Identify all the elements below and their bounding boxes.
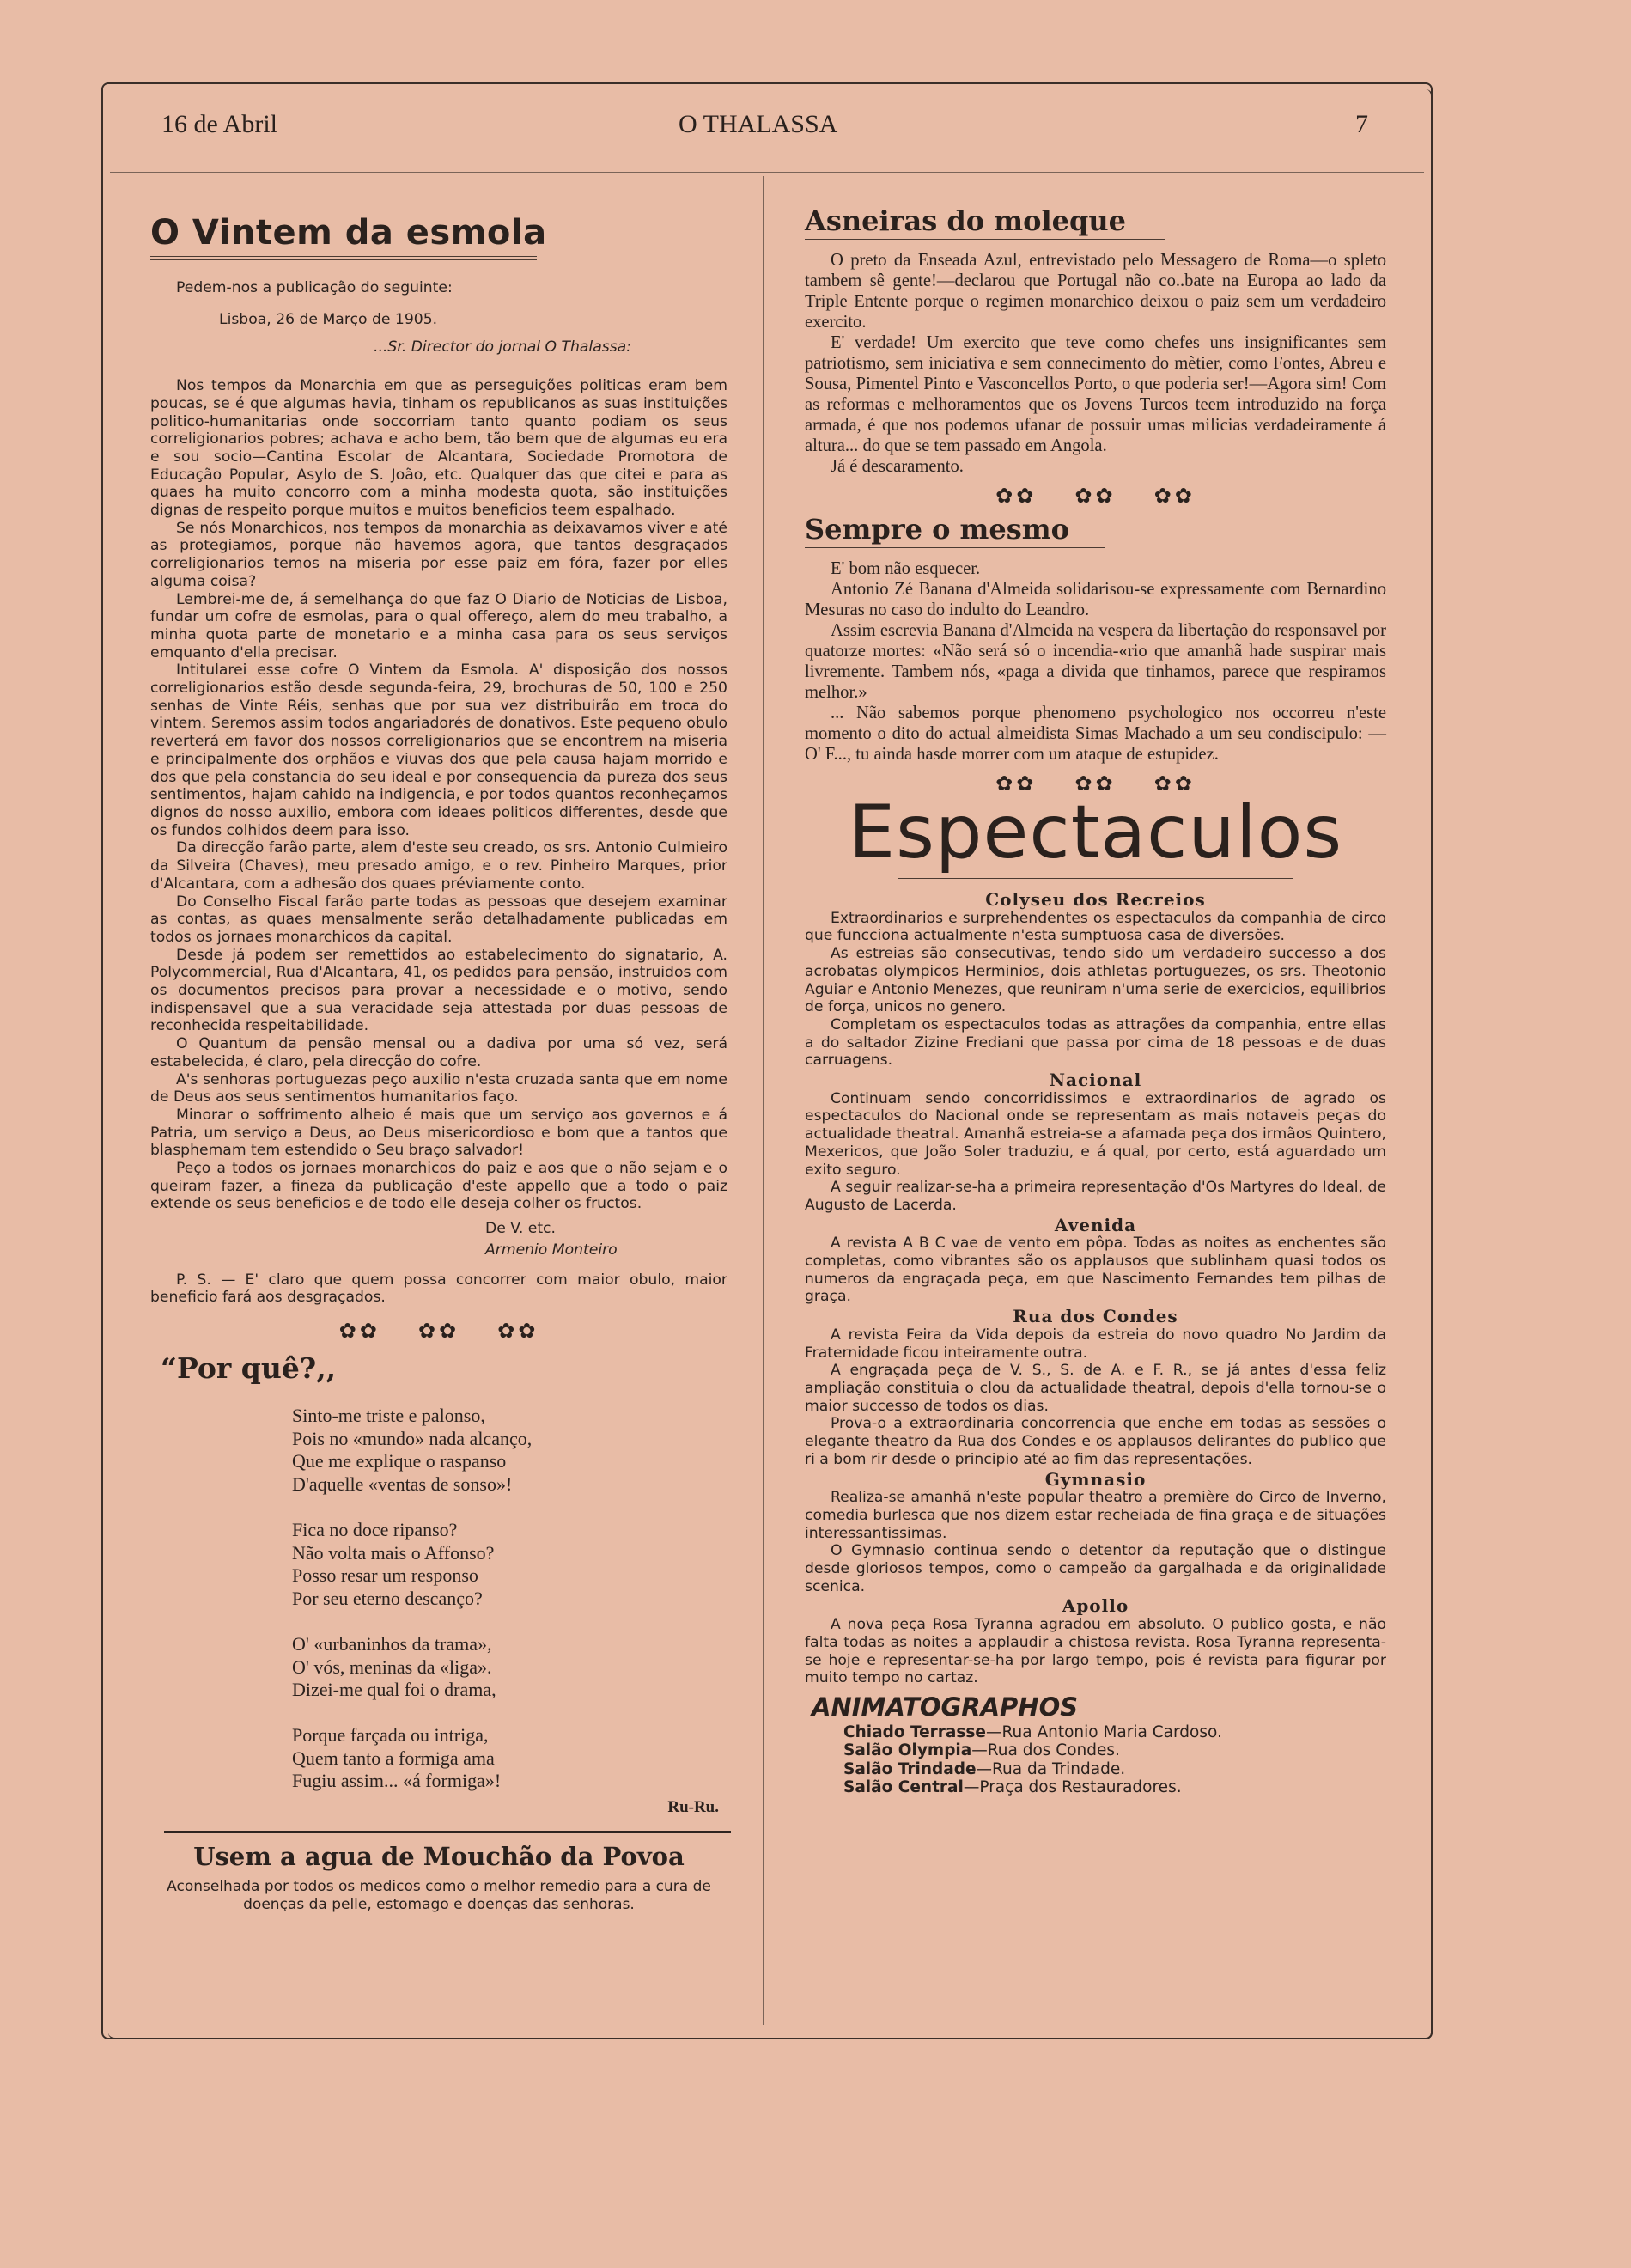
article-intro: Pedem-nos a publicação do seguinte:	[176, 279, 453, 296]
cinema-item	[843, 1778, 1386, 1797]
letter-date: Lisboa, 26 de Março de 1905.	[219, 310, 438, 328]
header-date: 16 de Abril	[161, 110, 277, 138]
verse-line: D'aquelle «ventas de sonso»!	[292, 1472, 513, 1495]
article-sempre	[805, 513, 1386, 765]
verse-line: Quem tanto a formiga ama	[292, 1747, 495, 1769]
theatre-name: Apollo	[1062, 1595, 1129, 1617]
verse-line: Sinto-me triste e palonso,	[292, 1404, 485, 1426]
ad-rule	[164, 1831, 731, 1833]
letter-signature: Armenio Monteiro	[485, 1241, 618, 1259]
theatre-apollo	[805, 1597, 1386, 1687]
article-body	[805, 250, 1386, 477]
stanza	[292, 1633, 727, 1702]
theatre-colyseu	[805, 891, 1386, 1070]
stanza	[292, 1519, 727, 1610]
paragraph: Já é descaramento.	[831, 457, 964, 476]
theatre-name: Colyseu dos Recreios	[985, 889, 1206, 910]
paragraph: Minorar o soffrimento alheio é mais que um serviço aos governos e á Patria, um serviço a Deus, ao Deus misericordioso e bom que a tantos que blasphemam tem estendido o Seu braço salvador!	[150, 1106, 727, 1160]
poem-author: Ru-Ru.	[667, 1798, 719, 1817]
paragraph: Desde já podem ser remettidos ao estabelecimento do signatario, A. Polycommercial, Rua d'Alcantara, 41, os pedidos para pensão, instruidos com os documentos precisos para provar a necessidade e o motivo, sendo indispensavel que a sua veracidade seja attestada por duas pessoas de reconhecida respeitabilidade.	[150, 946, 727, 1035]
cinema-address: —Praça dos Restauradores.	[963, 1778, 1182, 1797]
paragraph: Prova-o a extraordinaria concorrencia que enche em todas as sessões o elegante theatro da Rua dos Condes e os applausos delirantes do publico que ri a bom rir desde o principio até ao fim das representações.	[805, 1415, 1386, 1468]
left-column	[150, 206, 727, 1914]
article-title: O Vintem da esmola	[150, 213, 547, 253]
header-rule	[110, 172, 1424, 173]
verse-line: Posso resar um responso	[292, 1564, 478, 1587]
verse-line: Dizei-me qual foi o drama,	[292, 1679, 496, 1701]
theatre-avenida	[805, 1216, 1386, 1307]
paragraph: Peço a todos os jornaes monarchicos do paiz e aos que o não sejam e o queiram fazer, a fineza da publicação d'este appello que a todo o paiz extende os seus beneficios e de todo elle deseja colher os fructos.	[150, 1160, 727, 1213]
theatre-gymnasio	[805, 1468, 1386, 1596]
animatographos	[805, 1692, 1386, 1797]
article-vintem	[150, 213, 727, 1307]
paragraph: Realiza-se amanhã n'este popular theatro a première do Circo de Inverno, comedia burlesca que nos dizem estar recheiada de fina graça e de situações interessantissimas.	[805, 1489, 1386, 1542]
theatre-name: Nacional	[1049, 1070, 1142, 1091]
paragraph: A engraçada peça de V. S., S. de A. e F. R., se já antes d'essa feliz ampliação constituia o clou da actualidade theatral, depois d'ella tornou-se o maior successo de todos os dias.	[805, 1362, 1386, 1415]
ornament-divider	[805, 484, 1386, 508]
title-rule	[805, 239, 1165, 240]
title-rule	[898, 878, 1293, 879]
cinema-address: —Rua dos Condes.	[971, 1741, 1120, 1760]
paragraph: A's senhoras portuguezas peço auxilio n'esta cruzada santa que em nome de Deus aos seus sentimentos humanitarios faço.	[150, 1070, 727, 1107]
paragraph: Nos tempos da Monarchia em que as perseguições politicas eram bem poucas, se é que algumas havia, tinham os republicanos as suas instituições politico-humanitarias onde soccorriam tanto quanto podiam os seus correligionarios pobres; achava e acho bem, tão bem que de algumas eu era e sou socio—Cantina Escolar de Alcantara, Sociedade Promotora de Educação Popular, Asylo de S. João, etc. Qualquer das que citei e para as quaes ha muito concorro com a minha modesta quota, são instituições dignas de respeito porque muitos e muitos beneficios teem espalhado.	[150, 377, 727, 520]
verse-line: Que me explique o raspanso	[292, 1450, 507, 1472]
ornament-icon: ✿✿	[497, 1318, 539, 1343]
article-asneiras	[805, 204, 1386, 477]
verse-line: Fica no doce ripanso?	[292, 1518, 458, 1540]
cinema-name: Chiado Terrasse	[843, 1722, 986, 1741]
paragraph: A revista Feira da Vida depois da estreia do novo quadro No Jardim da Fraternidade ficou inteiramente outra.	[805, 1326, 1386, 1362]
letter-body	[150, 377, 727, 1213]
paragraph: O Gymnasio continua sendo o detentor da reputação que o distingue desde gloriosos tempos, como o campeão da gargalhada e da originalidade scenica.	[805, 1542, 1386, 1595]
paragraph: Se nós Monarchicos, nos tempos da monarchia as deixavamos viver e até as protegiamos, porque não havemos agora, que tantos desgraçados correligionarios temos na miseria por esse paiz em fóra, fazer por elles alguma coisa?	[150, 519, 727, 590]
paragraph: Antonio Zé Banana d'Almeida solidarisou-se expressamente com Bernardino Mesuras no caso do indulto do Leandro.	[805, 580, 1386, 619]
theatre-rua-dos-condes	[805, 1308, 1386, 1468]
cinema-name: Salão Trindade	[843, 1759, 977, 1778]
cinema-item	[843, 1760, 1386, 1779]
article-title: Sempre o mesmo	[805, 513, 1069, 546]
cinema-address: —Rua Antonio Maria Cardoso.	[985, 1722, 1222, 1741]
paragraph: As estreias são consecutivas, tendo sido um verdadeiro successo a dos acrobatas olympicos Herminios, dois athletas portuguezes, os srs. Theotonio Aguiar e Antonio Menezes, que reuniram n'uma serie de exercicios, equilibrios de força, unicos no genero.	[805, 945, 1386, 1016]
ornament-divider	[150, 1319, 727, 1343]
verse-line: Fugiu assim... «á formiga»!	[292, 1770, 502, 1792]
paragraph: O Quantum da pensão mensal ou a dadiva por uma só vez, será estabelecida, é claro, pela direcção do cofre.	[150, 1035, 727, 1070]
poem-porque	[150, 1351, 727, 1817]
section-title: Espectaculos	[848, 790, 1343, 875]
verse-line: Por seu eterno descanço?	[292, 1587, 483, 1609]
paragraph: Intitularei esse cofre O Vintem da Esmola. A' disposição dos nossos correligionarios estão desde segunda-feira, 29, brochuras de 50, 100 e 250 senhas de Vinte Réis, senhas que por sua vez distribuirão em troca do vintem. Seremos assim todos angariadorés de donativos. Este pequeno obulo reverterá em favor dos nossos correligionarios que se encontrem na miseria e principalmente dos orphãos e viuvas dos que pela causa hajam morrido e dos que pela constancia do seu ideal e por consequencia da pureza dos seus sentimentos, hajam cahido na indigencia, e por todos quantos reconheçamos dignos do nosso auxilio, embora com ideaes politicos differentes, desde que os fundos colhidos deem para isso.	[150, 662, 727, 839]
article-title: Asneiras do moleque	[805, 204, 1126, 237]
poem-body	[292, 1405, 727, 1793]
article-body	[805, 558, 1386, 765]
cinema-item	[843, 1741, 1386, 1760]
verse-line: Porque farçada ou intriga,	[292, 1724, 489, 1747]
ornament-icon: ✿✿	[417, 1318, 460, 1343]
cinema-name: Salão Central	[843, 1778, 964, 1797]
paragraph: Extraordinarios e surprehendentes os espectaculos da companhia de circo que funcciona actualmente n'esta sumptuosa casa de diversões.	[805, 909, 1386, 945]
section-espectaculos	[805, 790, 1386, 1797]
paragraph: Da direcção farão parte, alem d'este seu creado, os srs. Antonio Culmieiro da Silveira (Chaves), meu presado amigo, e o rev. Pinheiro Marques, prior d'Alcantara, com a adhesão dos quaes préviamente conto.	[150, 839, 727, 893]
ornament-icon: ✿✿	[338, 1318, 380, 1343]
ornament-icon: ✿✿	[995, 484, 1038, 508]
verse-line: O' vós, meninas da «liga».	[292, 1655, 492, 1678]
cinema-item	[843, 1723, 1386, 1742]
stanza	[292, 1724, 727, 1793]
verse-line: Não volta mais o Affonso?	[292, 1541, 495, 1564]
ad-title: Usem a agua de Mouchão da Povoa	[193, 1842, 685, 1872]
verse-line: Pois no «mundo» nada alcanço,	[292, 1427, 533, 1449]
letter-salute: ...Sr. Director do jornal O Thalassa:	[374, 338, 631, 357]
title-rule	[150, 256, 537, 257]
paragraph: Completam os espectaculos todas as attrações da companhia, entre ellas a do saltador Zizine Frediani que passa por cima de 18 pessoas e de duas carruagens.	[805, 1015, 1386, 1070]
animatographos-title: ANIMATOGRAPHOS	[812, 1692, 1079, 1722]
letter-postscript: P. S. — E' claro que quem possa concorrer com maior obulo, maior beneficio fará aos desgraçados.	[150, 1271, 727, 1307]
paragraph: O preto da Enseada Azul, entrevistado pelo Messagero de Roma—o spleto tambem sê gente!—declarou que Portugal não co..bate na Europa ao lado da Triple Entente porque o regimen monarchico deixou o paiz sem um verdadeiro exercito.	[805, 251, 1386, 332]
ornament-icon: ✿✿	[1153, 484, 1196, 508]
paragraph: A seguir realizar-se-ha a primeira representação d'Os Martyres do Ideal, de Augusto de Lacerda.	[805, 1179, 1386, 1214]
paragraph: E' verdade! Um exercito que teve como chefes uns insignificantes sem patriotismo, sem iniciativa e sem connecimento do mètier, como Fontes, Abreu e Sousa, Pimentel Pinto e Vasconcellos Porto, o que poderia ser!—Agora sim! Com as reformas e melhoramentos que os Jovens Turcos teem introduzido na força armada, é que nos podemos ufanar de possuir umas milicias verdadeiramente á altura... do que se tem passado em Angola.	[805, 333, 1386, 455]
header-title: O THALASSA	[679, 110, 838, 138]
cinema-address: —Rua da Trindade.	[976, 1759, 1126, 1778]
verse-line: O' «urbaninhos da trama»,	[292, 1632, 492, 1655]
theatre-nacional	[805, 1071, 1386, 1215]
title-rule	[150, 259, 537, 260]
theatre-name: Avenida	[1054, 1214, 1137, 1235]
paragraph: A nova peça Rosa Tyranna agradou em absoluto. O publico gosta, e não falta todas as noites a applaudir a chistosa revista. Rosa Tyranna representa-se hoje e representar-se-ha por largo tempo, pois é revista para figurar por muito tempo no cartaz.	[805, 1616, 1386, 1687]
header-page-number: 7	[1355, 110, 1368, 138]
advertisement	[150, 1842, 727, 1914]
ad-text: Aconselhada por todos os medicos como o melhor remedio para a cura de doenças da pelle, estomago e doenças das senhoras.	[167, 1878, 711, 1914]
cinema-name: Salão Olympia	[843, 1741, 972, 1760]
stanza	[292, 1405, 727, 1496]
theatre-name: Rua dos Condes	[1013, 1306, 1178, 1327]
cinema-list	[843, 1723, 1386, 1797]
ornament-icon: ✿✿	[1074, 771, 1117, 796]
poem-title: “Por quê?,,	[161, 1350, 337, 1385]
paragraph: E' bom não esquecer.	[831, 559, 981, 578]
right-column	[805, 204, 1386, 1797]
paragraph: ... Não sabemos porque phenomeno psychologico nos occorreu n'este momento o dito do actual almeidista Simas Machado a um seu condiscipulo: — O' F..., tu ainda hasde morrer com um ataque de estupidez.	[805, 704, 1386, 764]
paragraph: Continuam sendo concorridissimos e extraordinarios de agrado os espectaculos do Nacional onde se representam as mais notaveis peças do actualidade theatral. Amanhã estreia-se a afamada peça dos irmãos Quintero, Mexericos, que João Soler traduziu, e á qual, por certo, está aguardado um exito seguro.	[805, 1089, 1386, 1179]
letter-closing: De V. etc.	[485, 1220, 556, 1238]
ornament-icon: ✿✿	[1074, 484, 1117, 508]
theatre-name: Gymnasio	[1044, 1468, 1147, 1490]
title-rule	[805, 547, 1105, 548]
ornament-icon: ✿✿	[995, 771, 1038, 796]
paragraph: A revista A B C vae de vento em pôpa. Todas as noites as enchentes são completas, como vibrantes são os applausos que sublinham quasi todos os numeros da engraçada peça, em que Nascimento Fernandes tem pilhas de graça.	[805, 1235, 1386, 1306]
paragraph: Do Conselho Fiscal farão parte todas as pessoas que desejem examinar as contas, as quaes mensalmente serão detalhadamente publicadas em todos os jornaes monarchicos da capital.	[150, 893, 727, 946]
column-rule	[763, 176, 764, 2025]
ornament-icon: ✿✿	[1153, 771, 1196, 796]
paragraph: Lembrei-me de, á semelhança do que faz O Diario de Noticias de Lisboa, fundar um cofre de esmolas, para o qual offereço, alem do meu trabalho, a minha quota parte de monetario e a minha casa para os seus serviços emquanto d'ella precisar.	[150, 590, 727, 662]
paragraph: Assim escrevia Banana d'Almeida na vespera da libertação do responsavel por quatorze mortes: «Não será só o incendia-«rio que amanhã hade suspirar mais livremente. Tambem nós, «paga a divida que tinhamos, parece que respiramos melhor.»	[805, 621, 1386, 702]
